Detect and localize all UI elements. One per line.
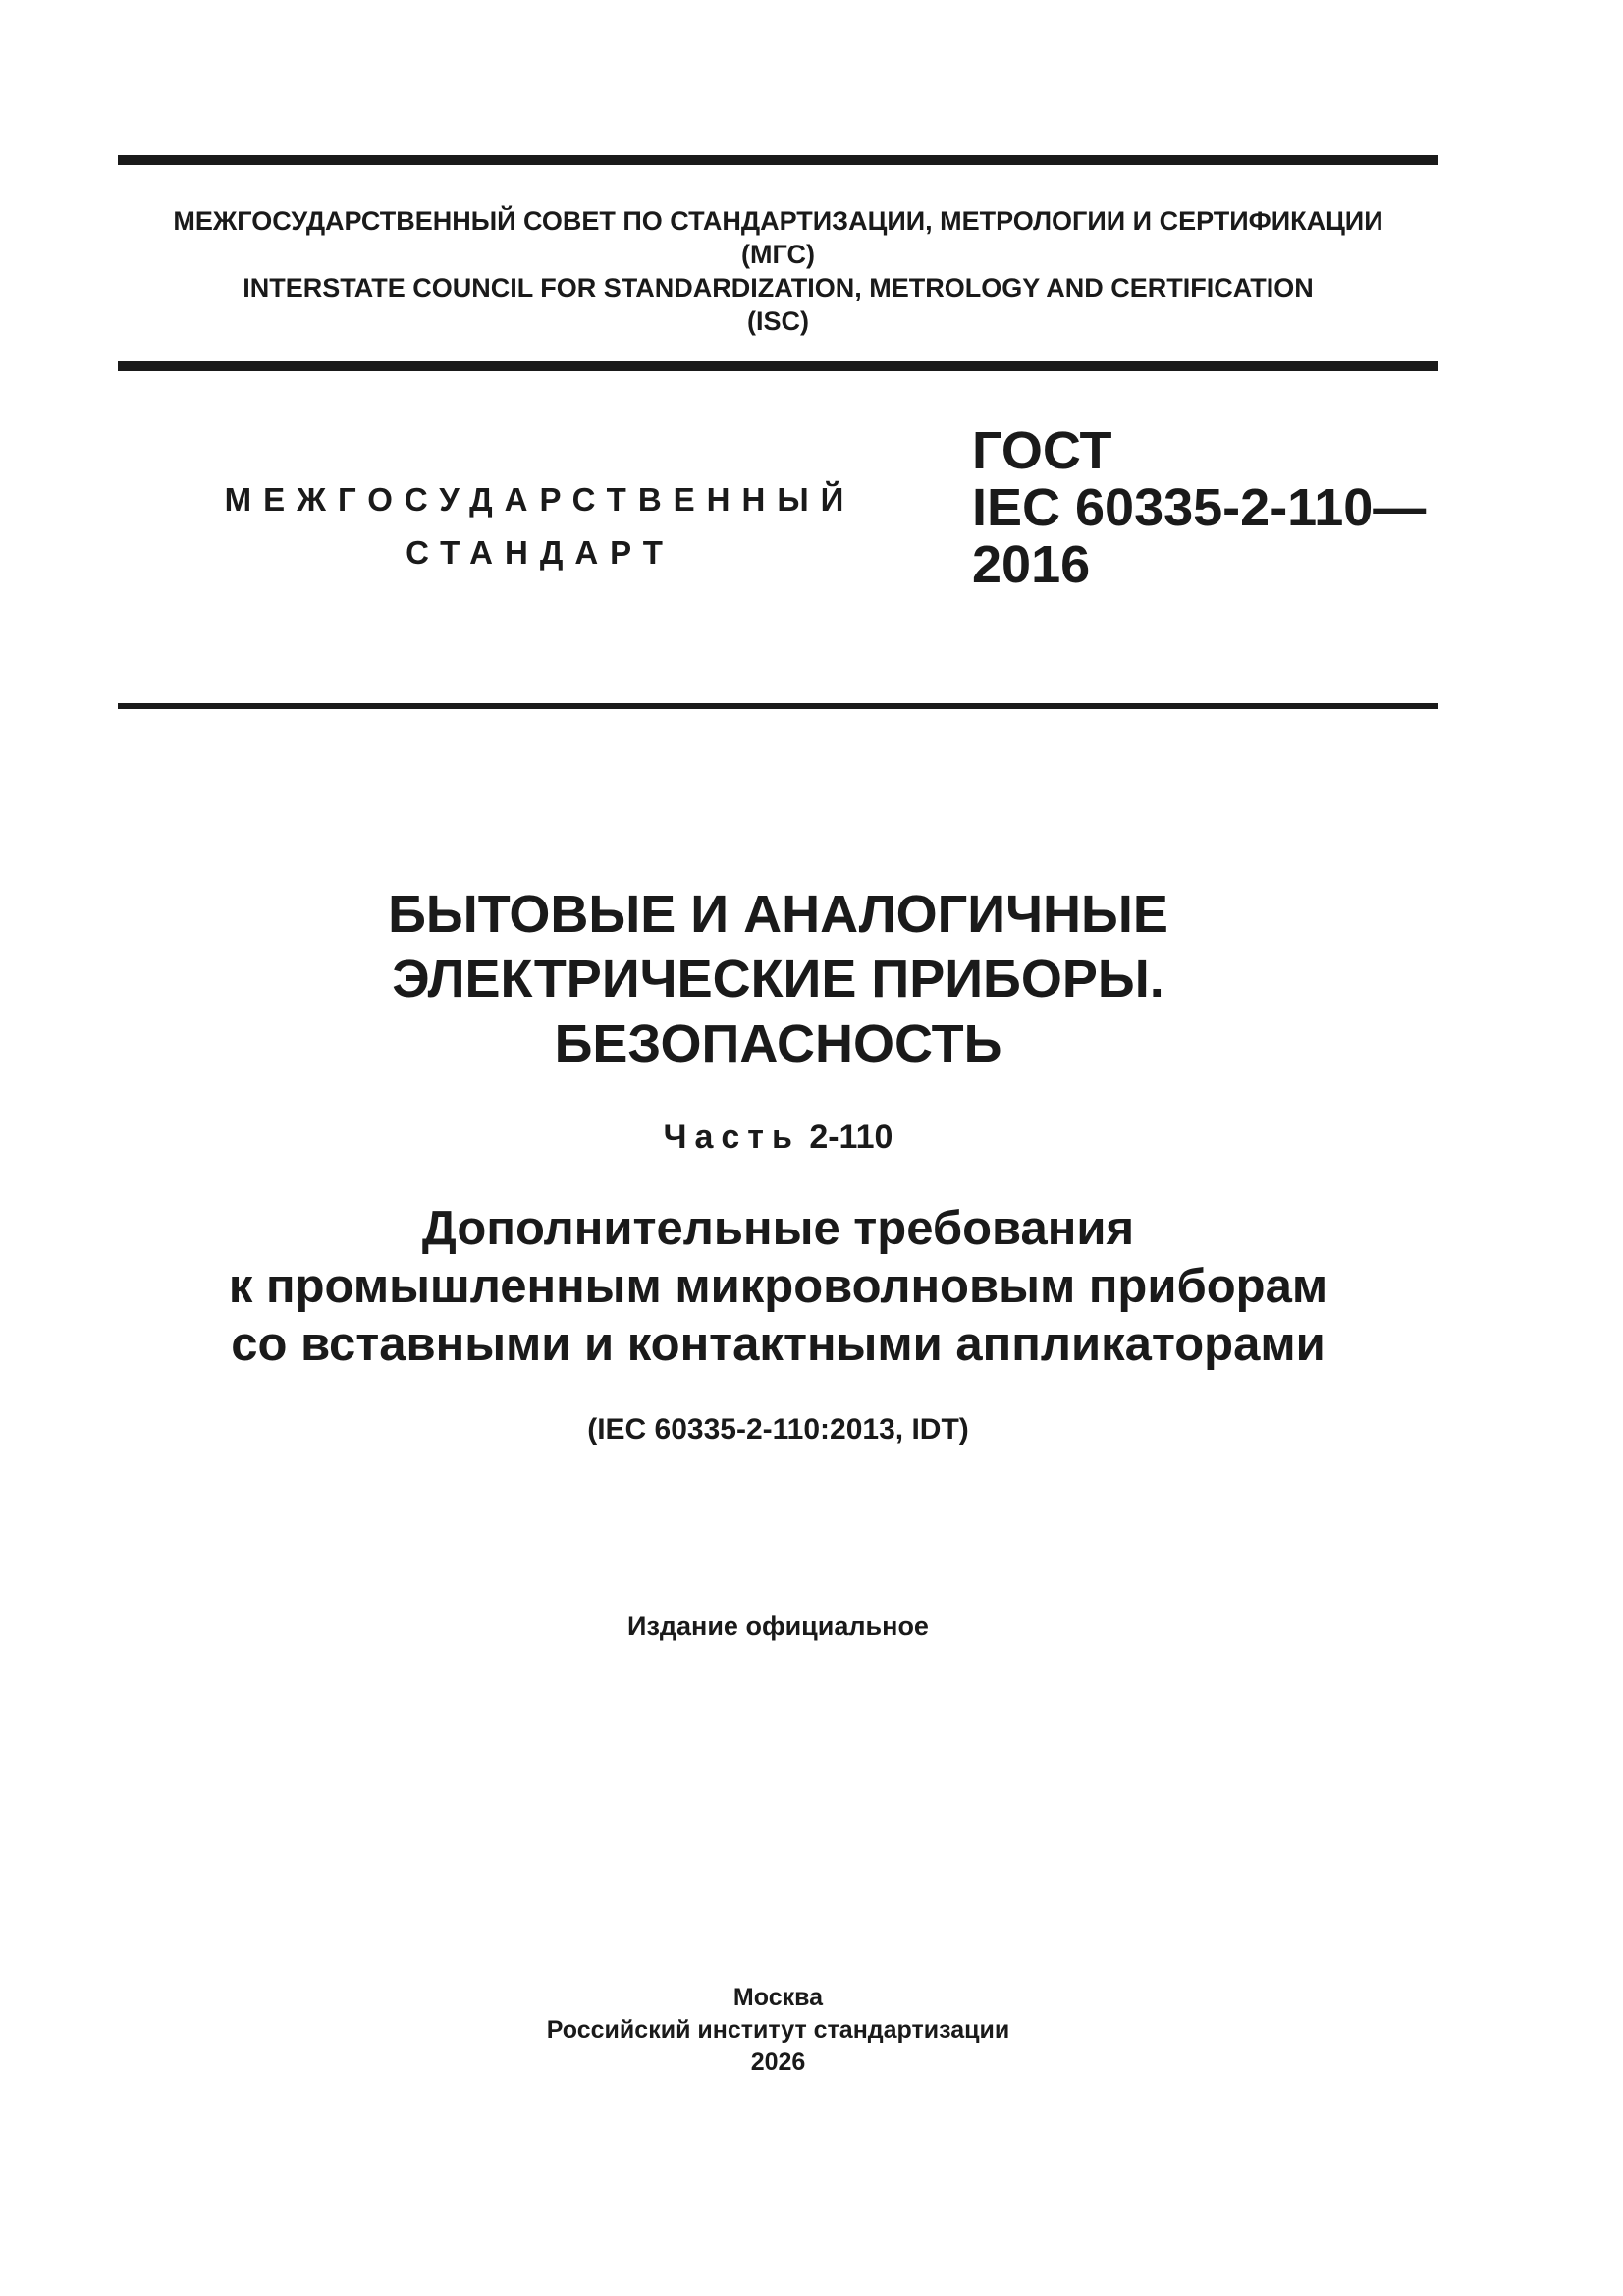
subtitle-line3: со вставными и контактными аппликаторами — [231, 1318, 1325, 1371]
document-subtitle — [118, 1200, 1438, 1374]
council-name-ru: МЕЖГОСУДАРСТВЕННЫЙ СОВЕТ ПО СТАНДАРТИЗАЦИИ, МЕТРОЛОГИИ И СЕРТИФИКАЦИИ — [173, 206, 1383, 236]
title-line3: БЕЗОПАСНОСТЬ — [554, 1014, 1002, 1073]
top-rule — [118, 155, 1438, 165]
council-header — [118, 204, 1438, 338]
title-line1: БЫТОВЫЕ И АНАЛОГИЧНЫЕ — [388, 885, 1168, 944]
council-name-en: INTERSTATE COUNCIL FOR STANDARDIZATION, METROLOGY AND CERTIFICATION — [243, 273, 1314, 302]
part-word: Часть — [663, 1119, 800, 1156]
subtitle-line1: Дополнительные требования — [421, 1202, 1135, 1255]
publisher-city: Москва — [732, 1984, 824, 2011]
publisher-block — [118, 1982, 1438, 2079]
designation-line3: 2016 — [972, 535, 1091, 594]
document-title — [118, 882, 1438, 1076]
council-abbr-en: (ISC) — [747, 306, 809, 336]
subtitle-line2: к промышленным микроволновым приборам — [228, 1260, 1328, 1313]
iec-reference: (IEC 60335-2-110:2013, IDT) — [587, 1413, 969, 1446]
edition-note: Издание официальное — [627, 1612, 929, 1641]
designation-line2: IEC 60335-2-110— — [972, 478, 1427, 537]
title-line2: ЭЛЕКТРИЧЕСКИЕ ПРИБОРЫ. — [392, 950, 1164, 1009]
publisher-name: Российский институт стандартизации — [546, 2016, 1010, 2044]
publisher-year: 2026 — [750, 2049, 806, 2076]
part-label — [118, 1116, 1438, 1159]
standard-kind — [177, 473, 903, 579]
council-abbr-ru: (МГС) — [741, 240, 815, 269]
part-number: 2-110 — [809, 1119, 893, 1156]
council-bottom-rule — [118, 361, 1438, 371]
standard-designation — [972, 422, 1434, 593]
designation-line1: ГОСТ — [972, 421, 1112, 480]
standard-kind-line2: СТАНДАРТ — [406, 534, 675, 571]
designation-bottom-rule — [118, 703, 1438, 709]
standard-kind-line1: МЕЖГОСУДАРСТВЕННЫЙ — [224, 481, 856, 518]
